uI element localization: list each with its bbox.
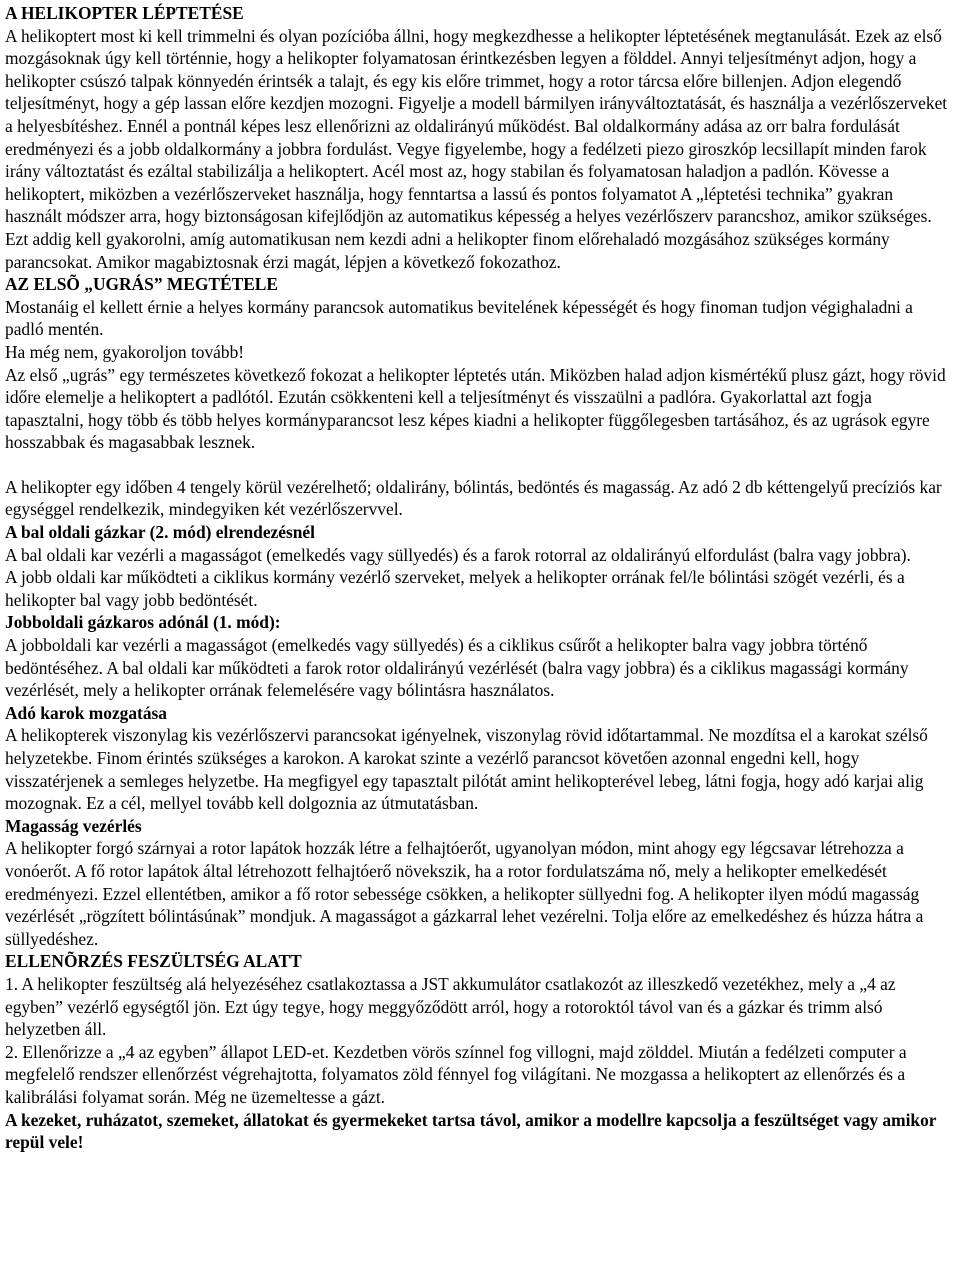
para-ado-karok: A helikopterek viszonylag kis vezérlőszervi parancsokat igényelnek, viszonylag rövid időtartammal. Ne mozdítsa el a karokat szélső helyzetekbe. Finom érintés szükséges a karokon. A karokat szinte a vezérlő parancsot követően azonnal engedni kell, hogy visszatérjenek a semleges helyzetbe. Ha megfigyel egy tapasztalt pilótát amint helikopterével lebeg, látni fogja, hogy adó karjai alig mozognak. Ez a cél, mellyel tovább kell dolgoznia az útmutatásban. [5,725,928,814]
heading-elso-ugras: AZ ELSÕ „UGRÁS” MEGTÉTELE [5,274,279,295]
para-tengelyek: A helikopter egy időben 4 tengely körül vezérelhető; oldalirány, bólintás, bedöntés és magasság. Az adó 2 db kéttengelyű precíziós kar egységgel rendelkezik, mindegyiken két vezérlőszervvel. [5,476,942,520]
para-ugras-1: Mostanáig el kellett érnie a helyes kormány parancsok automatikus bevitelének képességét és hogy finoman tudjon végighaladni a padló mentén. [5,296,913,340]
para-jobb-kar: A jobb oldali kar működteti a ciklikus kormány vezérlő szerveket, melyek a helikopter orrának fel/le bólintási szögét vezérli, és a helikopter bal vagy jobb bedöntését. [5,567,905,610]
blank-line [5,454,954,476]
heading-ado-karok: Adó karok mozgatása [5,702,168,723]
heading-magassag: Magasság vezérlés [5,815,142,836]
para-ugras-3: Az első „ugrás” egy természetes következő fokozat a helikopter léptetés után. Miközben halad adjon kismértékű plusz gázt, hogy rövid időre elemelje a helikoptert a padlótól. Ezután csökkenteni kell a teljesítményt és visszaülni a padlóra. Gyakorlattal azt fogja tapasztalni, hogy több és több helyes kormányparancsot lesz képes kiadni a helikopter függőlegesben tartásához, és az ugrások egyre hosszabbak és magasabbak lesznek. [5,364,946,453]
para-magassag: A helikopter forgó szárnyai a rotor lapátok hozzák létre a felhajtóerőt, ugyanolyan módon, mint ahogy egy légcsavar létrehozza a vonóerőt. A fő rotor lapátok által létrehozott felhajtóerő növekszik, ha a rotor fordulatszáma nő, mely a helikopter emelkedését eredményezi. Ezzel ellentétben, amikor a fő rotor sebessége csökken, a helikopter süllyedni fog. A helikopter ilyen módú magasság vezérlését „rögzített bólintásúnak” mondjuk. A magasságot a gázkarral lehet vezérelni. Tolja előre az emelkedéshez és húzza hátra a süllyedéshez. [5,838,924,949]
heading-ellenorzes: ELLENÕRZÉS FESZÜLTSÉG ALATT [5,951,302,972]
para-bal-kar: A bal oldali kar vezérli a magasságot (emelkedés vagy süllyedés) és a farok rotorral az oldalirányú elfordulást (balra vagy jobbra). [5,544,911,565]
para-ellenorzes-1: 1. A helikopter feszültség alá helyezéséhez csatlakoztassa a JST akkumulátor csatlakozót az illeszkedő vezetékhez, mely a „4 az egyben” vezérlő egységtől jön. Ezt úgy tegye, hogy meggyőződött arról, hogy a rotoroktól távol van és a gázkar és trimm alsó helyzetben áll. [5,973,896,1040]
para-jobb-gazkar: A jobboldali kar vezérli a magasságot (emelkedés vagy süllyedés) és a ciklikus csűrőt a helikopter balra vagy jobbra történő bedöntéséhez. A bal oldali kar működteti a farok rotor oldalirányú vezérlését (balra vagy jobbra) és a ciklikus magassági kormány vezérlését, mely a helikopter orrának felemelésére vagy bólintásra használatos. [5,635,909,701]
para-ellenorzes-2: 2. Ellenőrizze a „4 az egyben” állapot LED-et. Kezdetben vörös színnel fog villogni, majd zölddel. Miután a fedélzeti computer a megfelelő rendszer ellenőrzést végrehajtotta, folyamatos zöld fénnyel fog világítani. Ne mozgassa a helikoptert az ellenőrzés és a kalibrálási folyamat során. Még ne üzemeltesse a gázt. [5,1041,907,1107]
para-figyelmeztetes: A kezeket, ruházatot, szemeket, állatokat és gyermekeket tartsa távol, amikor a modellre kapcsolja a feszültséget vagy amikor repül vele! [5,1109,937,1153]
heading-jobb-gazkar: Jobboldali gázkaros adónál (1. mód): [5,612,281,633]
para-ugras-2: Ha még nem, gyakoroljon tovább! [5,341,245,362]
heading-bal-gazkar: A bal oldali gázkar (2. mód) elrendezésnél [5,522,315,543]
heading-helikopter-leptetese: A HELIKOPTER LÉPTETÉSE [5,3,244,23]
para-intro: A helikoptert most ki kell trimmelni és olyan pozícióba állni, hogy megkezdhesse a helikopter léptetésének megtanulását. Ezek az első mozgásoknak úgy kell történnie, hogy a helikopter folyamatosan érintkezésben legyen a földdel. Annyi teljesítményt adjon, hogy a helikopter csúszó talpak könnyedén érintsék a talajt, és egy kis előre trimmet, hogy a rotor tárcsa előre billenjen. Adjon elegendő teljesítményt, hogy a gép lassan előre kezdjen mozogni. Figyelje a modell bármilyen irányváltoztatását, és használja a vezérlőszerveket a helyesbítéshez. Ennél a pontnál képes lesz ellenőrizni az oldalirányú működést. Bal oldalkormány adása az orr balra fordulását eredményezi és a jobb oldalkormány a jobbra fordulást. Vegye figyelembe, hogy a fedélzeti piezo giroszkóp lecsillapít minden farok irány változtatást és ezáltal stabilizálja a helikoptert. Acél most az, hogy stabilan és folyamatosan haladjon a padlón. Kövesse a helikoptert, miközben a vezérlőszerveket használja, hogy fenntartsa a lassú és pontos folyamatot A „léptetési technika” gyakran használt módszer arra, hogy biztonságosan kifejlődjön az automatikus képesség a helyes vezérlőszerv parancshoz, amikor szükséges. Ezt addig kell gyakorolni, amíg automatikusan nem kezdi adni a helikopter finom előrehaladó mozgásához szükséges kormány parancsokat. Amikor magabiztosnak érzi magát, lépjen a következő fokozathoz. [5,25,948,272]
